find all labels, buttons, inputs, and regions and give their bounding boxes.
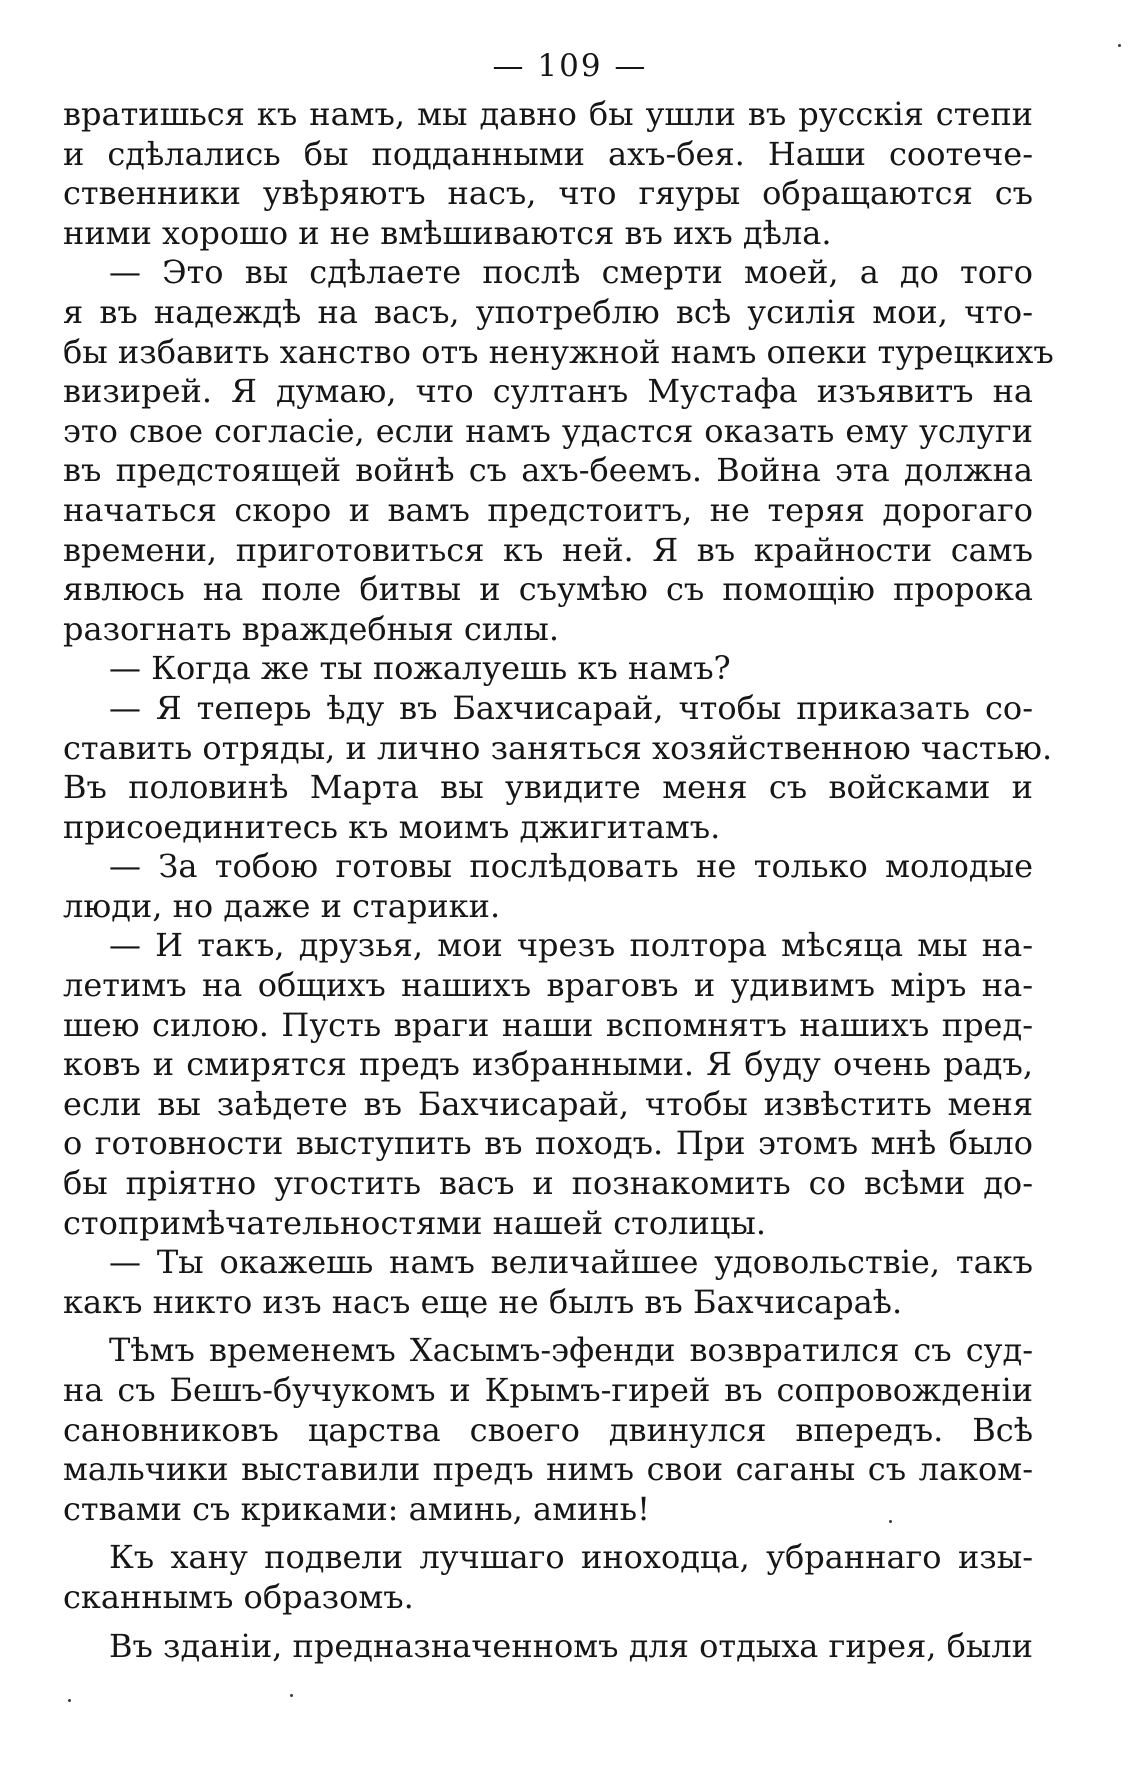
page-text	[63, 95, 1054, 1666]
print-speck	[290, 1694, 293, 1697]
text-line: стопримѣчательностями нашей столицы.	[63, 1203, 766, 1242]
text-line: летимъ на общихъ нашихъ враговъ и удивимъ міръ на-	[63, 966, 1033, 1005]
text-line: въ предстоящей войнѣ съ ахъ-беемъ. Война эта должна	[63, 451, 1033, 490]
text-line: явлюсь на поле битвы и съумѣю съ помощію пророка	[63, 570, 1033, 609]
text-line: — Ты окажешь намъ величайшее удовольствіе, такъ	[109, 1243, 1033, 1282]
text-line: шею силою. Пусть враги наши вспомнятъ нашихъ пред-	[63, 1005, 1033, 1044]
page-number: — 109 —	[492, 48, 648, 84]
text-line: бы пріятно угостить васъ и познакомить со всѣми до-	[63, 1164, 1033, 1203]
text-line: — Когда же ты пожалуешь къ намъ?	[109, 649, 731, 688]
text-line: Въ зданіи, предназначенномъ для отдыха гирея, были	[109, 1626, 1033, 1665]
text-line: — За тобою готовы послѣдовать не только молодые	[109, 847, 1033, 886]
text-line: люди, но даже и старики.	[63, 886, 501, 925]
print-speck	[68, 1699, 71, 1702]
print-speck	[889, 1520, 892, 1523]
text-line: мальчики выставили предъ нимъ свои саганы съ лаком-	[63, 1450, 1033, 1489]
text-line: ковъ и смирятся предъ избранными. Я буду очень радъ,	[63, 1045, 1033, 1084]
text-line: Къ хану подвели лучшаго иноходца, убраннаго изы-	[109, 1538, 1033, 1577]
print-speck	[1118, 44, 1121, 47]
text-line: — Я теперь ѣду въ Бахчисарай, чтобы приказать со-	[109, 688, 1033, 727]
text-line: я въ надеждѣ на васъ, употреблю всѣ усилія мои, что-	[63, 292, 1033, 331]
text-line: о готовности выступить въ походъ. При этомъ мнѣ было	[63, 1124, 1033, 1163]
text-line: какъ никто изъ насъ еще не былъ въ Бахчисараѣ.	[63, 1282, 903, 1321]
text-line: — Это вы сдѣлаете послѣ смерти моей, а до того	[109, 253, 1033, 292]
text-line: разогнать враждебныя силы.	[63, 609, 560, 648]
text-line: визирей. Я думаю, что султанъ Мустафа изъявитъ на	[63, 372, 1033, 411]
text-line: сканнымъ образомъ.	[63, 1577, 414, 1616]
text-line: Тѣмъ временемъ Хасымъ-эфенди возвратился съ суд-	[109, 1331, 1033, 1370]
text-line: — И такъ, друзья, мои чрезъ полтора мѣсяца мы на-	[109, 926, 1033, 965]
text-line: Въ половинѣ Марта вы увидите меня съ войсками и	[63, 768, 1033, 807]
text-line: если вы заѣдете въ Бахчисарай, чтобы извѣстить меня	[63, 1084, 1033, 1123]
text-line: ними хорошо и не вмѣшиваются въ ихъ дѣла.	[63, 213, 832, 252]
text-line: это свое согласіе, если намъ удастся оказать ему услуги	[63, 411, 1033, 450]
text-line: ственники увѣряютъ насъ, что гяуры обращаются съ	[63, 174, 1033, 213]
text-line: присоединитесь къ моимъ джигитамъ.	[63, 807, 721, 846]
text-line: вратишься къ намъ, мы давно бы ушли въ русскія степи	[63, 95, 1033, 133]
text-line: сановниковъ царства своего двинулся впередъ. Всѣ	[63, 1410, 1033, 1449]
text-line: времени, приготовиться къ ней. Я въ крайности самъ	[63, 530, 1033, 569]
text-line: ставить отряды, и лично заняться хозяйственною частью.	[63, 728, 1053, 767]
text-line: бы избавить ханство отъ ненужной намъ опеки турецкихъ	[63, 332, 1054, 371]
text-line: и сдѣлались бы подданными ахъ-бея. Наши соотече-	[63, 134, 1033, 173]
text-line: начаться скоро и вамъ предстоитъ, не теряя дорогаго	[63, 490, 1033, 529]
text-line: ствами съ криками: аминь, аминь!	[63, 1489, 650, 1528]
text-line: на съ Бешъ-бучукомъ и Крымъ-гирей въ сопровожденіи	[63, 1371, 1033, 1409]
